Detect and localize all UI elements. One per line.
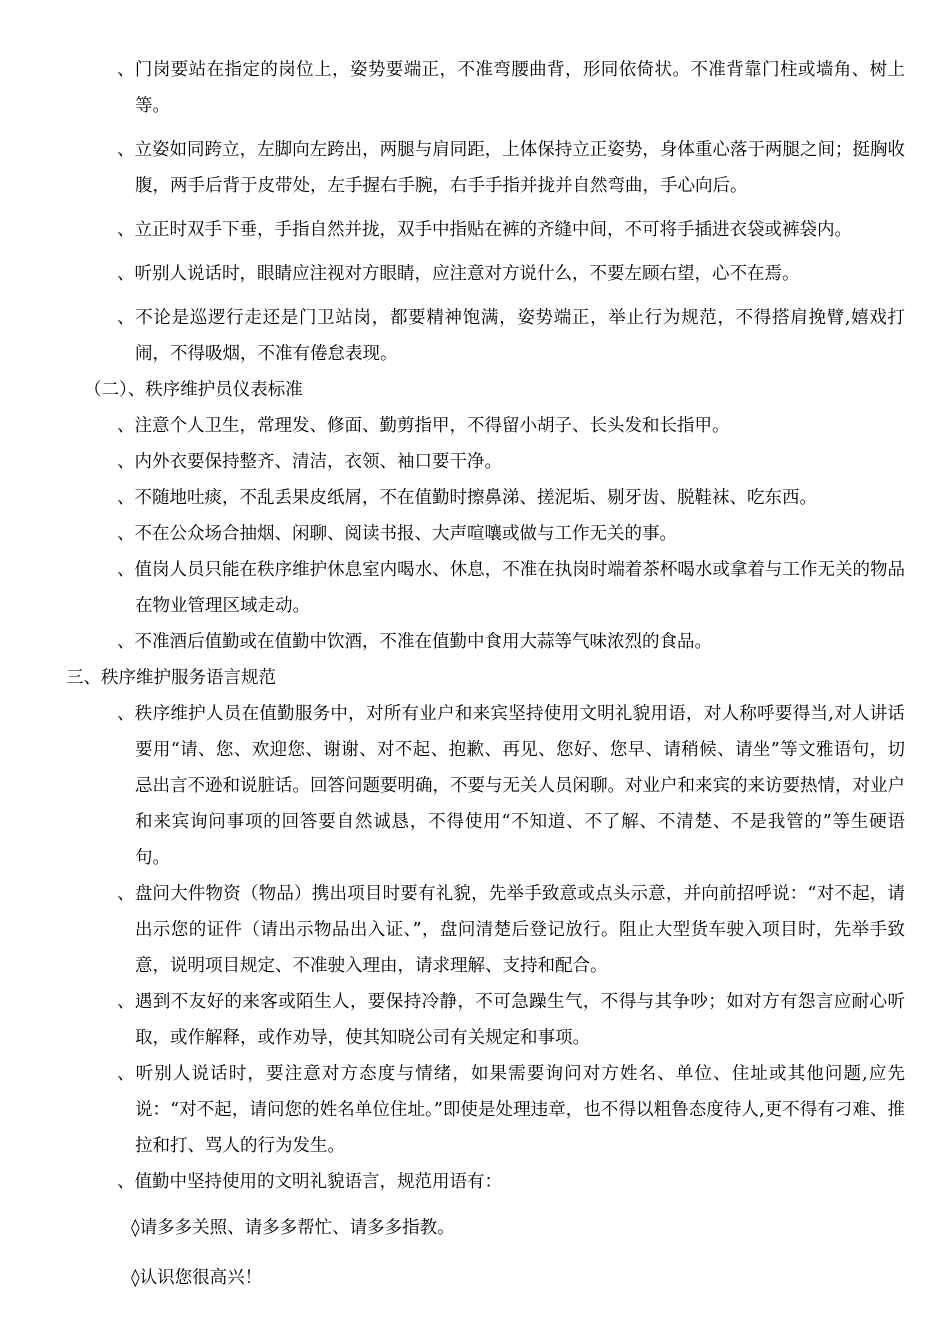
- list-item: 、不论是巡逻行走还是门卫站岗，都要精神饱满，姿势端正，举止行为规范，不得搭肩挽臂,嬉戏打闹，不得吸烟，不准有倦怠表现。: [117, 308, 905, 364]
- list-item: 、听别人说话时，要注意对方态度与情绪，如果需要询问对方姓名、单位、住址或其他问题,应先说：“对不起，请问您的姓名单位住址。”即使是处理违章，也不得以粗鲁态度待人,更不得有刁难、推拉和打、骂人的行为发生。: [117, 1064, 905, 1156]
- list-item: 、盘问大件物资（物品）携出项目时要有礼貌，先举手致意或点头示意，并向前招呼说：“对不起，请出示您的证件（请出示物品出入证、”，盘问清楚后登记放行。阻止大型货车驶入项目时，先举手致意，说明项目规定、不准驶入理由，请求理解、支持和配合。: [117, 884, 905, 976]
- language-standards-list: [0, 696, 950, 1200]
- list-item: 、内外衣要保持整齐、清洁，衣领、袖口要干净。: [117, 452, 502, 472]
- posture-standards-list: [0, 52, 950, 372]
- list-item: 、不准酒后值勤或在值勤中饮酒，不准在值勤中食用大蒜等气味浓烈的食品。: [117, 632, 712, 652]
- list-item: 、秩序维护人员在值勤服务中，对所有业户和来宾坚持使用文明礼貌用语，对人称呼要得当,对人讲话要用“请、您、欢迎您、谢谢、对不起、抱歉、再见、您好、您早、请稍候、请坐”等文雅语句，切忌出言不逊和说脏话。回答问题要明确，不要与无关人员闲聊。对业户和来宾的来访要热情，对业户和来宾询问事项的回答要自然诚恳，不得使用“不知道、不了解、不清楚、不是我管的”等生硬语句。: [117, 704, 905, 868]
- list-item: ◊认识您很高兴！: [131, 1268, 263, 1288]
- section-heading-language: 三、秩序维护服务语言规范: [66, 668, 276, 688]
- list-item: ◊请多多关照、请多多帮忙、请多多指教。: [131, 1218, 455, 1238]
- list-item: 、值岗人员只能在秩序维护休息室内喝水、休息，不准在执岗时端着茶杯喝水或拿着与工作无关的物品在物业管理区域走动。: [117, 560, 905, 616]
- list-item: 、门岗要站在指定的岗位上，姿势要端正，不准弯腰曲背，形同依倚状。不准背靠门柱或墙角、树上等。: [117, 60, 905, 116]
- list-item: 、值勤中坚持使用的文明礼貌语言，规范用语有：: [117, 1172, 502, 1192]
- list-item: 、注意个人卫生，常理发、修面、勤剪指甲，不得留小胡子、长头发和长指甲。: [117, 416, 730, 436]
- list-item: 、不在公众场合抽烟、闲聊、阅读书报、大声喧嚷或做与工作无关的事。: [117, 524, 677, 544]
- appearance-standards-list: [0, 408, 950, 660]
- list-item: 、听别人说话时，眼睛应注视对方眼睛，应注意对方说什么，不要左顾右望，心不在焉。: [117, 264, 800, 284]
- list-item: 、遇到不友好的来客或陌生人，要保持冷静，不可急躁生气，不得与其争吵；如对方有怨言应耐心听取，或作解释，或作劝导，使其知晓公司有关规定和事项。: [117, 992, 905, 1048]
- list-item: 、不随地吐痰，不乱丢果皮纸屑，不在值勤时擦鼻涕、搓泥垢、剔牙齿、脱鞋袜、吃东西。: [117, 488, 817, 508]
- polite-phrases-list: [0, 1210, 950, 1296]
- section-heading-appearance: （二）、秩序维护员仪表标准: [84, 380, 303, 400]
- list-item: 、立正时双手下垂，手指自然并拢，双手中指贴在裤的齐缝中间，不可将手插进衣袋或裤袋内。: [117, 220, 852, 240]
- list-item: 、立姿如同跨立，左脚向左跨出，两腿与肩同距，上体保持立正姿势，身体重心落于两腿之间；挺胸收腹，两手后背于皮带处，左手握右手腕，右手手指并拢并自然弯曲，手心向后。: [117, 140, 905, 196]
